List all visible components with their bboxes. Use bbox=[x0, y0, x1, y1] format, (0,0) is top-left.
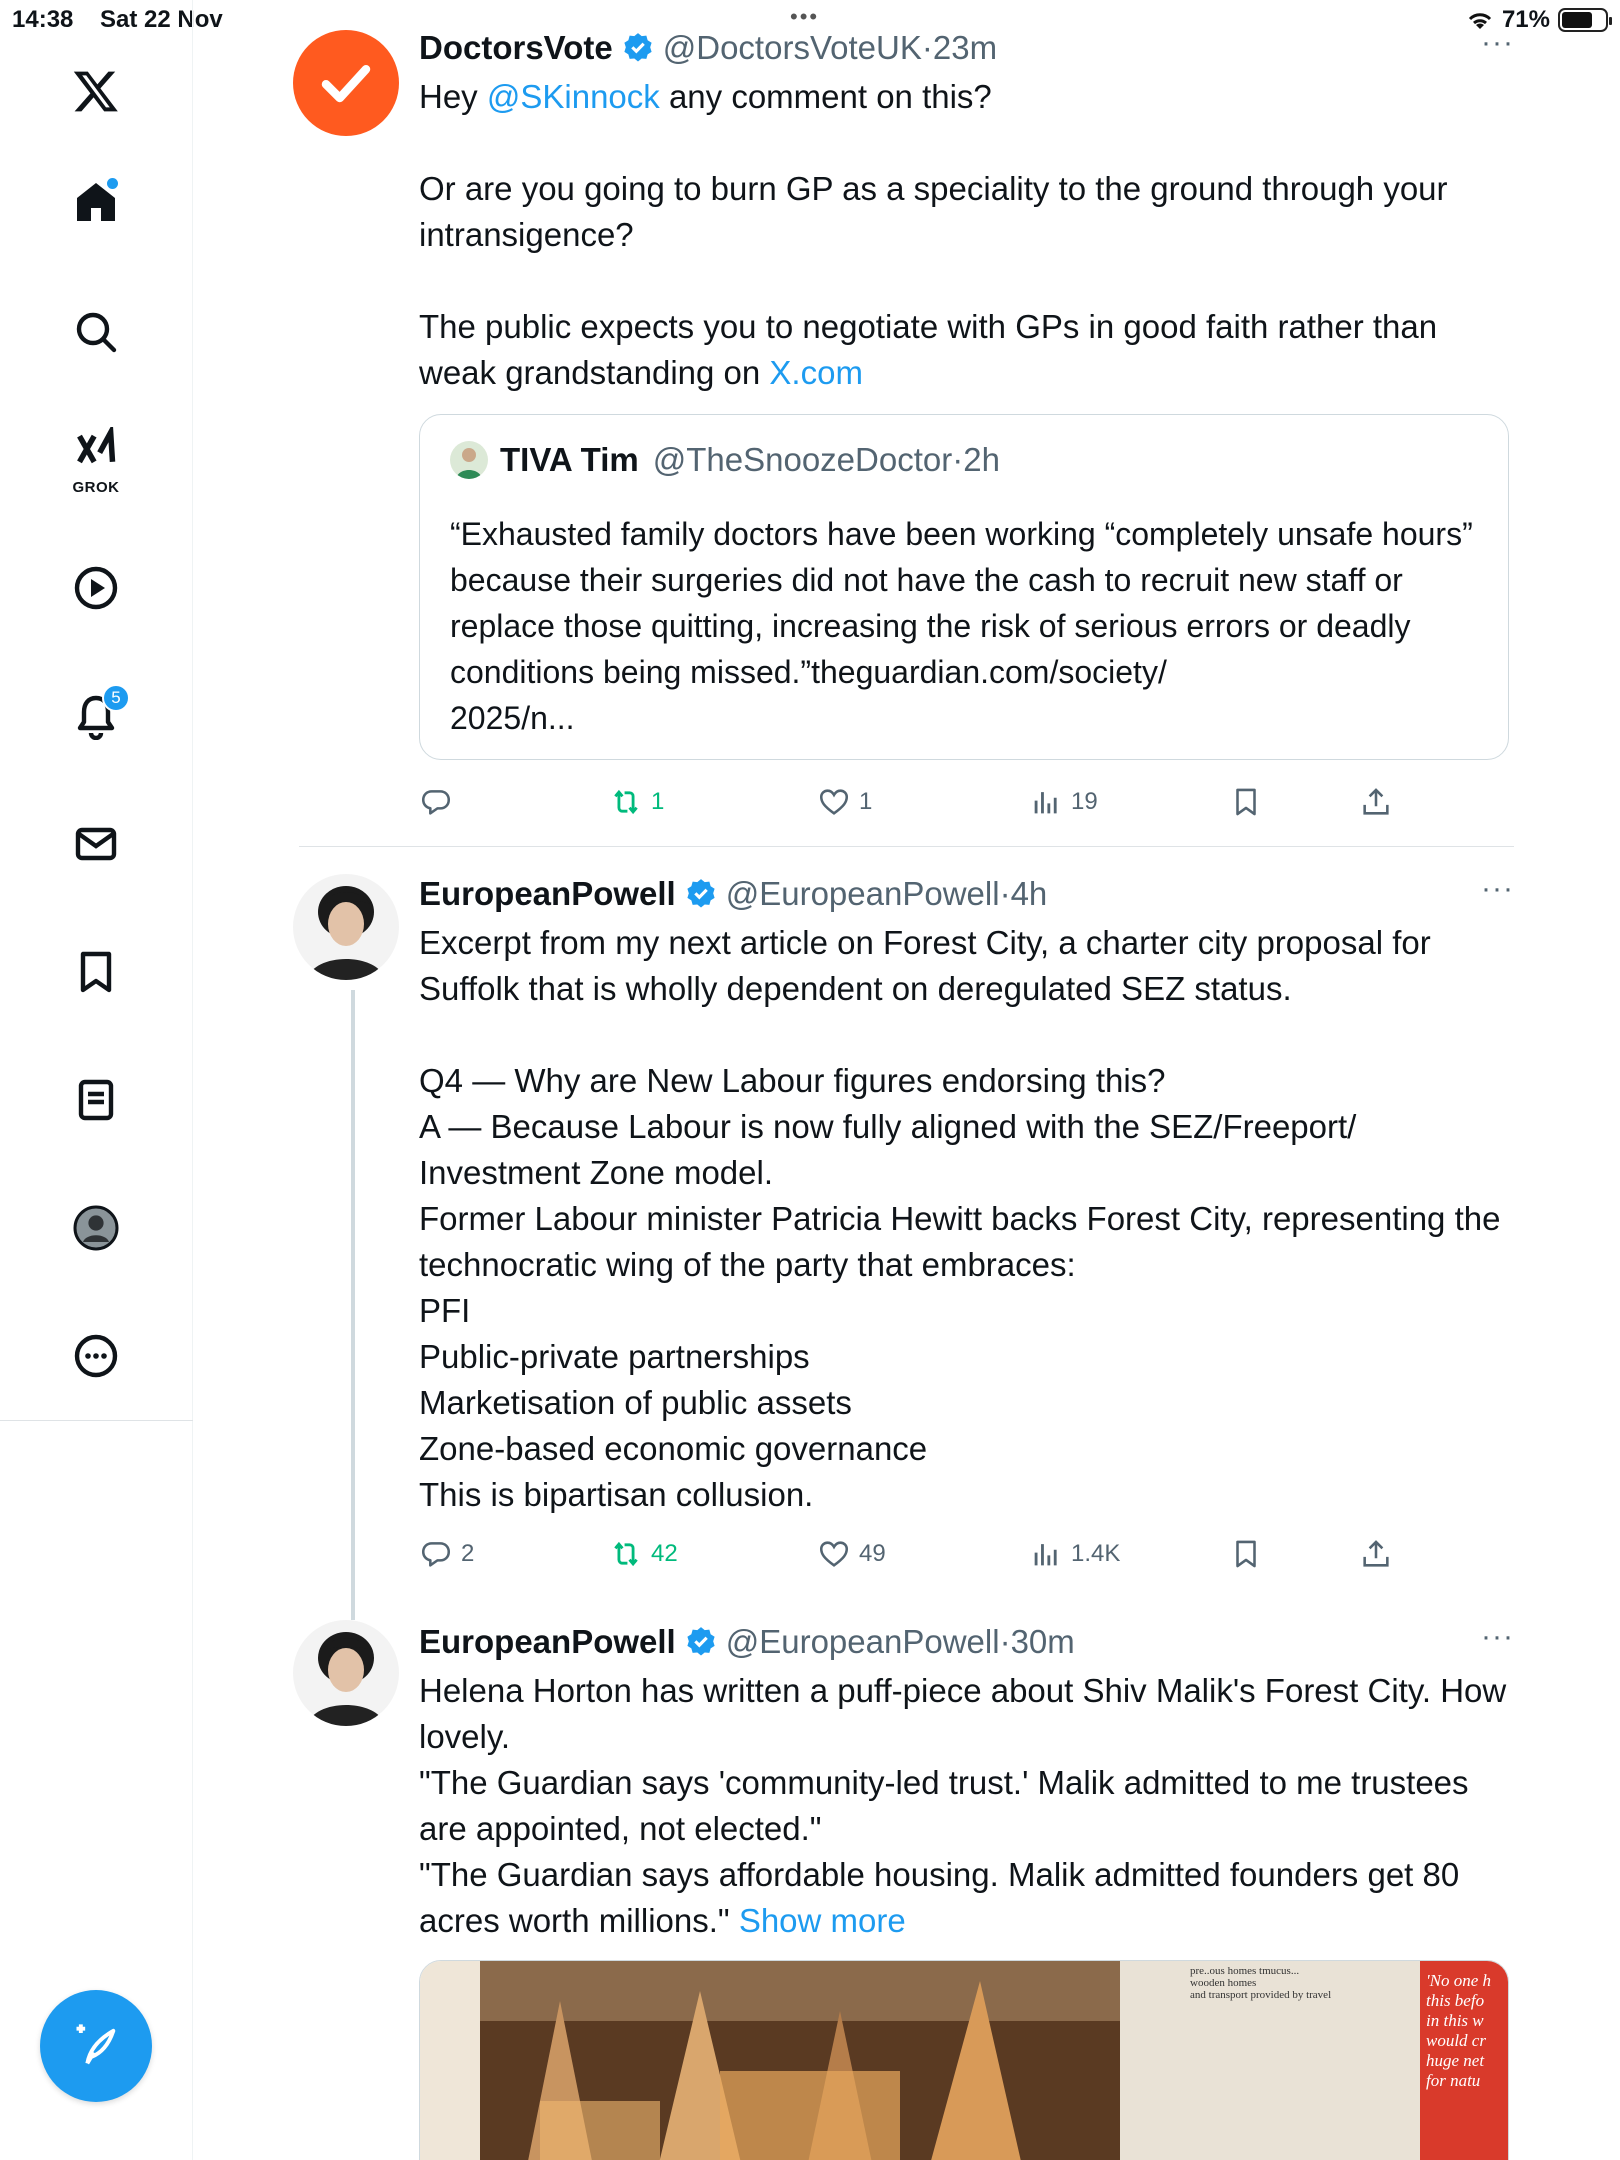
bookmark-icon bbox=[72, 948, 120, 996]
more-options-icon[interactable]: ··· bbox=[1481, 872, 1514, 905]
separator-dot: · bbox=[921, 29, 933, 66]
heart-icon bbox=[817, 1537, 851, 1571]
quote-author-avatar bbox=[450, 441, 488, 479]
share-icon bbox=[1359, 785, 1393, 819]
sidebar-item-explore[interactable] bbox=[60, 296, 132, 368]
tweet-europeanpowell-thread[interactable] bbox=[299, 872, 1514, 1592]
show-more-link[interactable]: Show more bbox=[738, 1902, 906, 1939]
tweet-header bbox=[419, 1620, 1514, 1664]
like-count: 1 bbox=[859, 788, 873, 815]
media-pullquote: 'No one h this befo in this w would cr huge net for natu bbox=[1426, 1971, 1492, 2090]
retweet-count: 1 bbox=[651, 788, 665, 815]
views-button[interactable] bbox=[1029, 780, 1098, 824]
reply-icon bbox=[419, 1537, 453, 1571]
view-count: 19 bbox=[1071, 788, 1098, 815]
sidebar bbox=[0, 0, 193, 2160]
retweet-icon bbox=[609, 1537, 643, 1571]
list-icon bbox=[72, 1076, 120, 1124]
heart-icon bbox=[817, 785, 851, 819]
url-link[interactable]: X.com bbox=[769, 354, 863, 391]
tweet-time[interactable]: 23m bbox=[932, 29, 998, 66]
bookmark-icon bbox=[1229, 785, 1263, 819]
compose-button[interactable] bbox=[40, 1990, 152, 2102]
verified-badge-icon bbox=[684, 877, 718, 911]
doctorsvote-avatar[interactable] bbox=[293, 30, 399, 136]
tweet-header bbox=[419, 26, 1514, 70]
sidebar-divider bbox=[0, 1420, 193, 1421]
sidebar-item-grok[interactable] bbox=[60, 420, 132, 500]
home-notification-dot bbox=[107, 178, 118, 189]
notification-count-badge: 5 bbox=[102, 684, 130, 712]
tweet-time[interactable]: 4h bbox=[1010, 875, 1048, 912]
europeanpowell-avatar[interactable] bbox=[293, 874, 399, 980]
separator-dot: · bbox=[999, 875, 1011, 912]
status-time: 14:38 bbox=[12, 6, 74, 33]
tweet-time[interactable]: 30m bbox=[1010, 1623, 1075, 1660]
sidebar-item-notifications[interactable] bbox=[60, 680, 132, 752]
x-logo-icon[interactable] bbox=[60, 55, 132, 127]
search-icon bbox=[72, 308, 120, 356]
reply-button[interactable] bbox=[419, 1532, 474, 1576]
separator-dot: · bbox=[999, 1623, 1011, 1660]
more-circle-icon bbox=[72, 1332, 120, 1380]
media-caption: pre..ous homes tmucus... wooden homes and transport provided by travel bbox=[1190, 1965, 1332, 2001]
author-handle[interactable]: @DoctorsVoteUK bbox=[662, 29, 922, 66]
tweet-body bbox=[419, 26, 1514, 396]
tweet-doctorsvote[interactable] bbox=[299, 26, 1514, 826]
retweet-button[interactable] bbox=[609, 1532, 678, 1576]
sidebar-item-home[interactable] bbox=[60, 166, 132, 238]
quote-author-name: TIVA Tim bbox=[500, 441, 639, 478]
retweet-count: 42 bbox=[651, 1540, 678, 1567]
retweet-icon bbox=[609, 785, 643, 819]
quote-author-handle: @TheSnoozeDoctor bbox=[652, 441, 953, 478]
author-name[interactable]: DoctorsVote bbox=[419, 29, 613, 66]
grok-label: GROK bbox=[72, 479, 120, 496]
more-options-icon[interactable]: ··· bbox=[1481, 1620, 1514, 1653]
mention-link[interactable]: @SKinnock bbox=[486, 78, 660, 115]
quoted-tweet[interactable] bbox=[419, 414, 1509, 760]
views-chart-icon bbox=[1029, 785, 1063, 819]
like-button[interactable] bbox=[817, 780, 872, 824]
bookmark-button[interactable] bbox=[1229, 1532, 1263, 1576]
author-name[interactable]: EuropeanPowell bbox=[419, 1623, 676, 1660]
share-button[interactable] bbox=[1359, 780, 1393, 824]
sidebar-item-profile[interactable] bbox=[60, 1192, 132, 1264]
tweet-text-part: any comment on this? Or are you going to burn GP as a speciality to the ground through your intransigence? The public expects you to negotiate with GPs in good faith rather than weak grandstanding on bbox=[419, 78, 1448, 391]
sidebar-item-messages[interactable] bbox=[60, 808, 132, 880]
share-icon bbox=[1359, 1537, 1393, 1571]
tweet-text-part: Hey bbox=[419, 78, 487, 115]
like-count: 49 bbox=[859, 1540, 886, 1567]
sidebar-item-bookmarks[interactable] bbox=[60, 936, 132, 1008]
sidebar-item-more[interactable] bbox=[60, 1320, 132, 1392]
tweet-body bbox=[419, 872, 1514, 1518]
compose-plus-icon bbox=[70, 2020, 122, 2072]
play-icon bbox=[72, 564, 120, 612]
multitask-dots-icon[interactable]: ••• bbox=[790, 4, 820, 29]
tweet-divider bbox=[299, 846, 1514, 847]
bookmark-button[interactable] bbox=[1229, 780, 1263, 824]
author-handle[interactable]: @EuropeanPowell bbox=[725, 875, 1000, 912]
grok-icon bbox=[74, 427, 118, 471]
quote-time: 2h bbox=[963, 441, 1000, 478]
avatar-icon bbox=[72, 1204, 120, 1252]
tweet-text: Excerpt from my next article on Forest City, a charter city proposal for Suffolk that is wholly dependent on deregulated SEZ status. Q4 — Why are New Labour figures endorsing this? A — Because Labour is now fully aligned with the SEZ/Freeport/ Investment Zone model. Former Labour minister Patricia Hewitt backs Forest City, representing the technocratic wing of the party that embraces: PFI Public-private partnerships Marketisation of public assets Zone-based economic governance This is bipartisan collusion. bbox=[419, 924, 1501, 1513]
reply-icon bbox=[419, 785, 453, 819]
verified-badge-icon bbox=[684, 1625, 718, 1659]
like-button[interactable] bbox=[817, 1532, 886, 1576]
share-button[interactable] bbox=[1359, 1532, 1393, 1576]
verified-badge-icon bbox=[621, 31, 655, 65]
sidebar-item-video[interactable] bbox=[60, 552, 132, 624]
tweet-media-image[interactable] bbox=[419, 1960, 1509, 2160]
author-name[interactable]: EuropeanPowell bbox=[419, 875, 676, 912]
author-handle[interactable]: @EuropeanPowell bbox=[725, 1623, 1000, 1660]
quote-header bbox=[450, 441, 1000, 479]
tweet-text bbox=[419, 1668, 1514, 1944]
tweet-actions bbox=[419, 780, 1459, 824]
reply-button[interactable] bbox=[419, 780, 461, 824]
bookmark-icon bbox=[1229, 1537, 1263, 1571]
tweet-europeanpowell[interactable] bbox=[299, 1620, 1514, 2160]
europeanpowell-avatar[interactable] bbox=[293, 1620, 399, 1726]
retweet-button[interactable] bbox=[609, 780, 664, 824]
views-button[interactable] bbox=[1029, 1532, 1120, 1576]
views-chart-icon bbox=[1029, 1537, 1063, 1571]
tweet-body bbox=[419, 1620, 1514, 1944]
tweet-header bbox=[419, 872, 1514, 916]
more-options-icon[interactable]: ··· bbox=[1481, 26, 1514, 59]
tweet-text-body: Helena Horton has written a puff-piece about Shiv Malik's Forest City. How lovely. "The Guardian says 'community-led trust.' Malik admitted to me trustees are appointed, not elected." "The Guardian says affordable housing. Malik admitted founders get 80 acres worth millions." bbox=[419, 1672, 1507, 1939]
sidebar-item-lists[interactable] bbox=[60, 1064, 132, 1136]
timeline bbox=[193, 0, 1620, 2160]
reply-count: 2 bbox=[461, 1540, 475, 1567]
separator-dot: · bbox=[952, 441, 964, 478]
status-date: Sat 22 Nov bbox=[100, 6, 223, 33]
tweet-text bbox=[419, 74, 1514, 396]
tweet-actions bbox=[419, 1532, 1459, 1576]
battery-percent: 71% bbox=[1501, 6, 1550, 33]
mail-icon bbox=[72, 820, 120, 868]
view-count: 1.4K bbox=[1071, 1540, 1121, 1567]
quote-text: “Exhausted family doctors have been working “completely unsafe hours” because their surgeries did not have the cash to recruit new staff or replace those quitting, increasing the risk of serious errors or deadly conditions being missed.”theguardian.com/society/ 2025/n... bbox=[450, 516, 1473, 736]
